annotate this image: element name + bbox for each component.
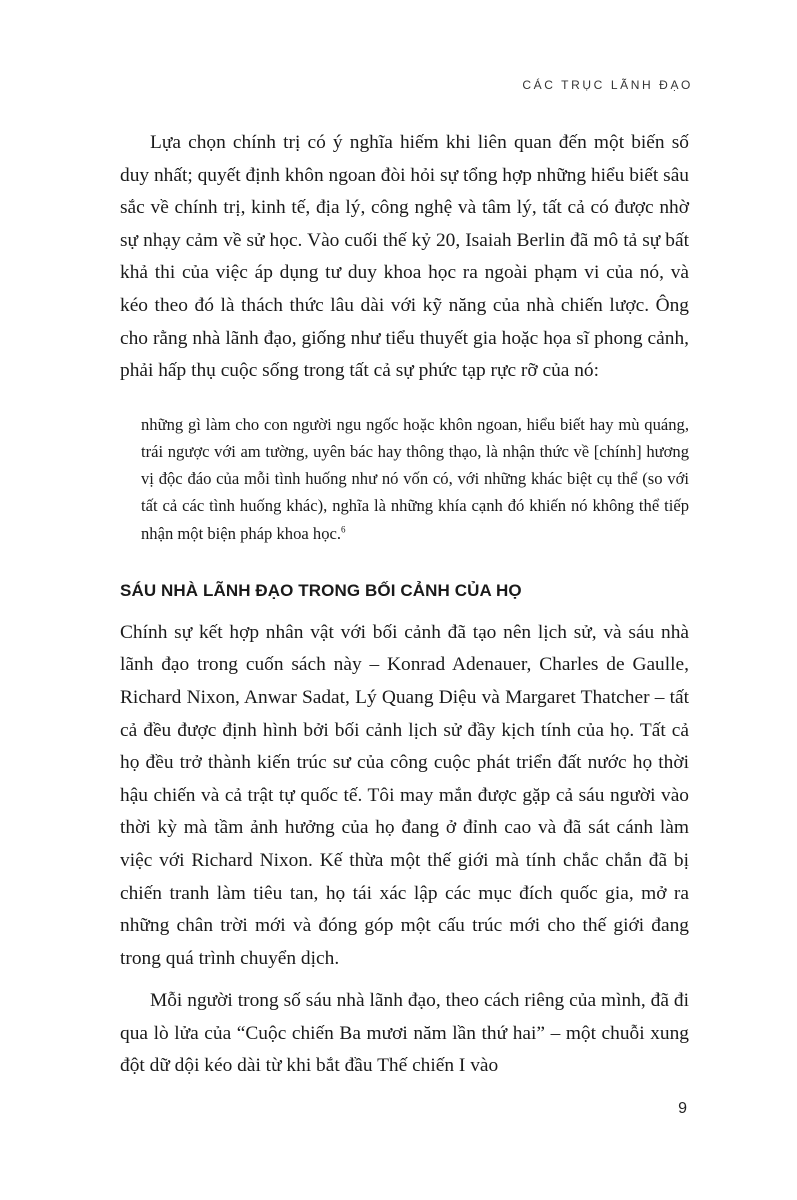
page-number: 9 xyxy=(678,1100,687,1117)
body-paragraph: Lựa chọn chính trị có ý nghĩa hiếm khi liên quan đến một biến số duy nhất; quyết định khôn ngoan đòi hỏi sự tổng hợp những hiểu biết sâu sắc về chính trị, kinh tế, địa lý, công nghệ và tâm lý, tất cả có được nhờ sự nhạy cảm về sử học. Vào cuối thế kỷ 20, Isaiah Berlin đã mô tả sự bất khả thi của việc áp dụng tư duy khoa học ra ngoài phạm vi của nó, và kéo theo đó là thách thức lâu dài với kỹ năng của nhà chiến lược. Ông cho rằng nhà lãnh đạo, giống như tiểu thuyết gia hoặc họa sĩ phong cảnh, phải hấp thụ cuộc sống trong tất cả sự phức tạp rực rỡ của nó: xyxy=(120,132,689,382)
block-quote-text: những gì làm cho con người ngu ngốc hoặc khôn ngoan, hiểu biết hay mù quáng, trái ngược với am tường, uyên bác hay thông thạo, là nhận thức về [chính] hương vị độc đáo của mỗi tình huống như nó vốn có, với những khác biệt cụ thể (so với tất cả các tình huống khác), nghĩa là những khía cạnh đó khiến nó không thể tiếp nhận một biện pháp khoa học. xyxy=(141,414,689,543)
running-header: CÁC TRỤC LÃNH ĐẠO xyxy=(522,78,693,92)
body-paragraph: Chính sự kết hợp nhân vật với bối cảnh đã tạo nên lịch sử, và sáu nhà lãnh đạo trong cuốn sách này – Konrad Adenauer, Charles de Gaulle, Richard Nixon, Anwar Sadat, Lý Quang Diệu và Margaret Thatcher – tất cả đều được định hình bởi bối cảnh lịch sử đầy kịch tính của họ. Tất cả họ đều trở thành kiến trúc sư của công cuộc phát triển đất nước họ thời hậu chiến và cả trật tự quốc tế. Tôi may mắn được gặp cả sáu người vào thời kỳ mà tầm ảnh hưởng của họ đang ở đỉnh cao và đã sát cánh làm việc với Richard Nixon. Kế thừa một thế giới mà tính chắc chắn đã bị chiến tranh làm tiêu tan, họ tái xác lập các mục đích quốc gia, mở ra những chân trời mới và đóng góp một cấu trúc mới cho thế giới đang trong quá trình chuyển dịch. xyxy=(120,621,689,969)
page-body xyxy=(120,127,689,1083)
body-paragraph: Mỗi người trong số sáu nhà lãnh đạo, theo cách riêng của mình, đã đi qua lò lửa của “Cuộc chiến Ba mươi năm lần thứ hai” – một chuỗi xung đột dữ dội kéo dài từ khi bắt đầu Thế chiến I vào xyxy=(120,990,689,1077)
block-quote xyxy=(141,411,689,547)
footnote-reference[interactable]: 6 xyxy=(341,524,346,535)
section-heading: SÁU NHÀ LÃNH ĐẠO TRONG BỐI CẢNH CỦA HỌ xyxy=(120,580,522,600)
